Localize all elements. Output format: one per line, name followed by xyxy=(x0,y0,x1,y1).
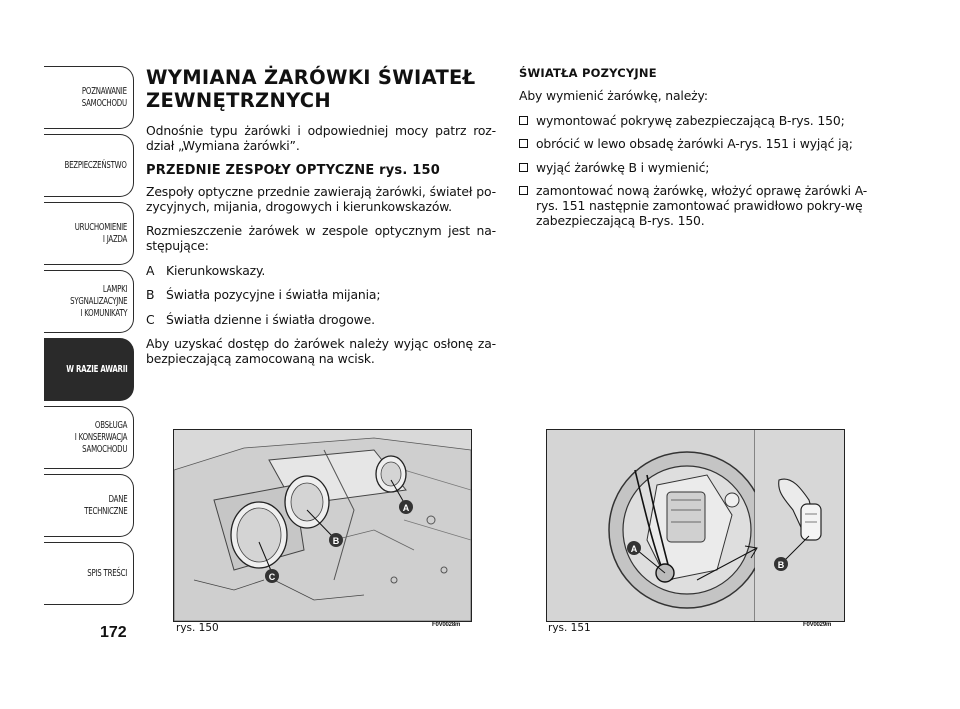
bulb-holder-illustration xyxy=(547,430,844,621)
tab-w-razie-awarii[interactable] xyxy=(44,338,134,401)
checkbox-icon xyxy=(519,116,528,125)
tab-label: OBSŁUGA I KONSERWACJA SAMOCHODU xyxy=(74,419,127,455)
chapter-index-tabs xyxy=(44,66,134,610)
checkbox-icon xyxy=(519,186,528,195)
callout-c xyxy=(265,569,279,583)
figure-headlamp-assembly xyxy=(173,429,472,622)
tab-lampki-sygnalizacyjne[interactable] xyxy=(44,270,134,333)
tab-label: SPIS TREŚCI xyxy=(87,567,127,579)
steps-list xyxy=(519,114,871,229)
intro-paragraph: Odnośnie typu żarówki i odpowiedniej mocy patrz roz-dział „Wymiana żarówki”. xyxy=(146,123,496,153)
step-text: obrócić w lewo obsadę żarówki A-rys. 151 i wyjąć ją; xyxy=(536,136,853,152)
figure-caption: rys. 150 xyxy=(176,622,219,634)
tab-label: POZNAWANIE SAMOCHODU xyxy=(81,85,127,109)
callout-a xyxy=(627,541,641,555)
step-item xyxy=(519,184,871,228)
svg-text:A: A xyxy=(402,503,410,513)
paragraph-layout: Rozmieszczenie żarówek w zespole optycznym jest na-stępujące: xyxy=(146,223,496,253)
item-letter: A xyxy=(146,262,155,278)
step-item xyxy=(519,161,871,176)
step-text: wymontować pokrywę zabezpieczającą B-rys. 150; xyxy=(536,112,845,128)
figure-caption: rys. 151 xyxy=(548,622,591,634)
tab-poznawanie-samochodu[interactable] xyxy=(44,66,134,129)
tab-label: BEZPIECZEŃSTWO xyxy=(64,159,127,171)
item-letter: B xyxy=(146,287,155,303)
list-item xyxy=(146,264,496,279)
svg-text:A: A xyxy=(630,544,638,554)
svg-text:B: B xyxy=(777,560,785,570)
item-text: Kierunkowskazy. xyxy=(166,262,266,278)
paragraph-access: Aby uzyskać dostęp do żarówek należy wyjąc osłonę za-bezpieczającą zamocowaną na wcisk. xyxy=(146,336,496,366)
section-heading: PRZEDNIE ZESPOŁY OPTYCZNE rys. 150 xyxy=(146,163,440,179)
checkbox-icon xyxy=(519,163,528,172)
svg-text:C: C xyxy=(268,572,276,582)
tab-uruchomienie-i-jazda[interactable] xyxy=(44,202,134,265)
tab-dane-techniczne[interactable] xyxy=(44,474,134,537)
paragraph-bulbs: Zespoły optyczne przednie zawierają żarówki, świateł po-zycyjnych, mijania, drogowych i kierunkowskazów. xyxy=(146,184,496,214)
list-item xyxy=(146,288,496,303)
svg-text:B: B xyxy=(332,536,340,546)
step-text: wyjąć żarówkę B i wymienić; xyxy=(536,159,710,175)
step-item xyxy=(519,137,871,152)
tab-label: W RAZIE AWARII xyxy=(65,363,127,375)
item-text: Światła dzienne i światła drogowe. xyxy=(166,311,375,327)
page-number: 172 xyxy=(100,624,127,641)
title-line-2: ZEWNĘTRZNYCH xyxy=(146,89,332,112)
tab-bezpieczenstwo[interactable] xyxy=(44,134,134,197)
subsection-heading: ŚWIATŁA POZYCYJNE xyxy=(519,66,657,80)
tab-spis-tresci[interactable] xyxy=(44,542,134,605)
callout-a xyxy=(399,500,413,514)
title-line-1: WYMIANA ŻARÓWKI ŚWIATEŁ xyxy=(146,66,476,89)
item-text: Światła pozycyjne i światła mijania; xyxy=(166,287,381,303)
figure-code: F0V0028m xyxy=(432,622,461,628)
step-text: zamontować nową żarówkę, włożyć oprawę żarówki A-rys. 151 następnie zamontować prawidłowo pokry-wę zabezpieczającą B-rys. 150. xyxy=(536,183,868,228)
left-column xyxy=(146,66,496,377)
tab-label: DANE TECHNICZNE xyxy=(83,493,127,517)
right-column xyxy=(519,66,871,237)
item-letter: C xyxy=(146,311,155,327)
headlamp-illustration xyxy=(174,430,471,621)
step-item xyxy=(519,114,871,129)
figure-code: F0V0029m xyxy=(803,622,832,628)
callout-b xyxy=(774,557,788,571)
steps-intro: Aby wymienić żarówkę, należy: xyxy=(519,88,708,103)
figure-bulb-holder xyxy=(546,429,845,622)
tab-obsluga-i-konserwacja[interactable] xyxy=(44,406,134,469)
list-item xyxy=(146,313,496,328)
page-title xyxy=(146,66,496,112)
tab-label: LAMPKI SYGNALIZACYJNE I KOMUNIKATY xyxy=(69,283,127,319)
callout-b xyxy=(329,533,343,547)
checkbox-icon xyxy=(519,139,528,148)
tab-label: URUCHOMIENIE I JAZDA xyxy=(74,221,127,245)
